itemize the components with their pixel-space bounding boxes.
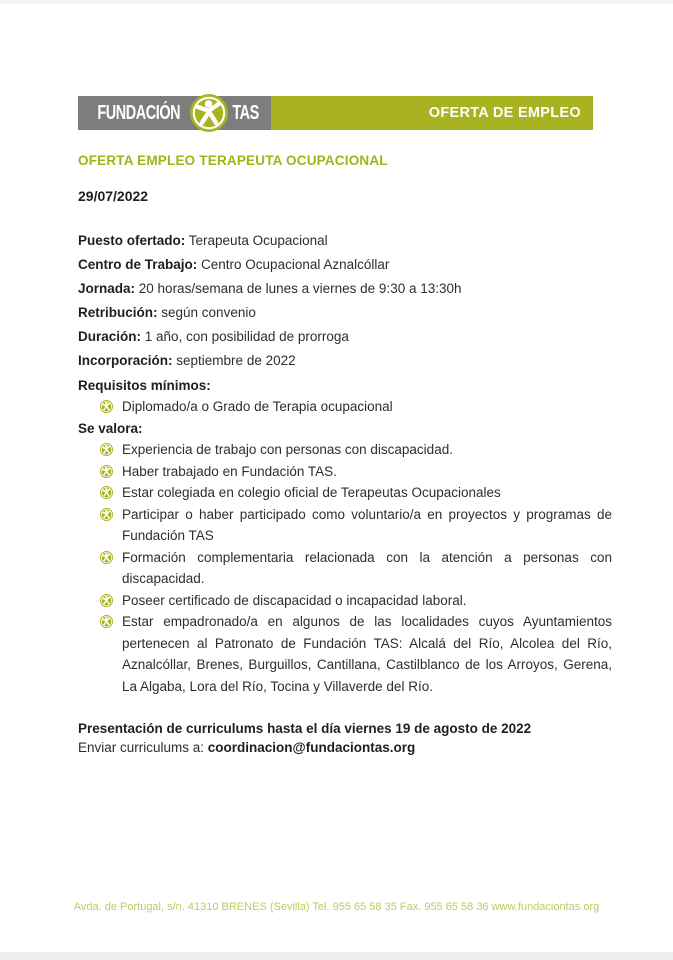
tas-bullet-icon: [100, 551, 113, 564]
field-label: Centro de Trabajo:: [78, 256, 198, 272]
list-item: [100, 461, 612, 483]
field-value: Terapeuta Ocupacional: [188, 232, 328, 248]
field-value: 1 año, con posibilidad de prorroga: [144, 328, 349, 344]
requisitos-heading: Requisitos mínimos:: [78, 377, 211, 393]
list-item-text: Experiencia de trabajo con personas con discapacidad.: [122, 442, 453, 457]
list-item-text: Participar o haber participado como voluntario/a en proyectos y programas de Fundación TAS: [122, 506, 612, 543]
list-item: [100, 396, 612, 418]
requisitos-list: [78, 396, 612, 418]
list-item: [100, 611, 612, 697]
se-valora-list: [78, 439, 612, 697]
field-label: Retribución:: [78, 304, 158, 320]
deadline-line: Presentación de curriculums hasta el día viernes 19 de agosto de 2022: [78, 721, 532, 736]
field-retribucion: [78, 301, 612, 325]
list-item: [100, 482, 612, 504]
tas-bullet-icon: [100, 443, 113, 456]
fundacion-tas-logo: [78, 96, 271, 130]
field-label: Duración:: [78, 328, 142, 344]
field-label: Incorporación:: [78, 352, 173, 368]
list-item: [100, 547, 612, 590]
field-label: Jornada:: [78, 280, 136, 296]
tas-bullet-icon: [100, 465, 113, 478]
field-puesto: [78, 229, 612, 253]
contact-email: coordinacion@fundaciontas.org: [207, 740, 416, 755]
field-value: 20 horas/semana de lunes a viernes de 9:30 a 13:30h: [138, 280, 462, 296]
offer-banner: OFERTA DE EMPLEO: [271, 96, 593, 130]
header-bar: [78, 96, 593, 130]
closing-block: [78, 719, 612, 757]
field-value: según convenio: [161, 304, 256, 320]
field-centro: [78, 253, 612, 277]
footer-contact-line: Avda. de Portugal, s/n. 41310 BRENES (Sevilla) Tel. 955 65 58 35 Fax. 955 65 58 36 www.fundaciontas.org: [73, 901, 600, 913]
tas-bullet-icon: [100, 400, 113, 413]
tas-bullet-icon: [100, 594, 113, 607]
tas-person-icon: [190, 94, 228, 132]
send-cv-prefix: Enviar curriculums a:: [78, 740, 208, 755]
offer-date: 29/07/2022: [78, 188, 149, 204]
list-item-text: Haber trabajado en Fundación TAS.: [122, 463, 337, 479]
tas-bullet-icon: [100, 615, 113, 628]
list-item-text: Diplomado/a o Grado de Terapia ocupacional: [122, 399, 393, 414]
send-cv-line: [78, 738, 612, 757]
tas-bullet-icon: [100, 486, 113, 499]
se-valora-heading: Se valora:: [78, 420, 143, 436]
page-top-edge: [0, 0, 673, 4]
field-value: septiembre de 2022: [176, 352, 296, 368]
list-item-text: Estar colegiada en colegio oficial de Terapeutas Ocupacionales: [122, 485, 501, 500]
logo-text-fundacion: FUNDACIÓN: [97, 101, 181, 124]
list-item-text: Formación complementaria relacionada con la atención a personas con discapacidad.: [122, 549, 612, 586]
list-item: [100, 504, 612, 547]
list-item-text: Poseer certificado de discapacidad o incapacidad laboral.: [122, 592, 467, 608]
field-value: Centro Ocupacional Aznalcóllar: [201, 256, 390, 272]
list-item: [100, 590, 612, 612]
list-item: [100, 439, 612, 461]
logo-text-tas: TAS: [231, 101, 259, 124]
field-incorporacion: [78, 349, 612, 373]
document-body: [78, 186, 612, 757]
document-title: OFERTA EMPLEO TERAPEUTA OCUPACIONAL: [78, 153, 388, 168]
page-bottom-edge: [0, 952, 673, 960]
field-duracion: [78, 325, 612, 349]
list-item-text: Estar empadronado/a en algunos de las localidades cuyos Ayuntamientos pertenecen al Patronato de Fundación TAS: Alcalá del Río, Alcolea del Río, Aznalcóllar, Brenes, Burguillos, Cantillana, Castilblanco de los Arroyos, Gerena, La Algaba, Lora del Río, Tocina y Villaverde del Río.: [122, 614, 612, 694]
offer-fields: [78, 229, 612, 373]
field-jornada: [78, 277, 612, 301]
tas-bullet-icon: [100, 508, 113, 521]
field-label: Puesto ofertado:: [78, 232, 186, 248]
